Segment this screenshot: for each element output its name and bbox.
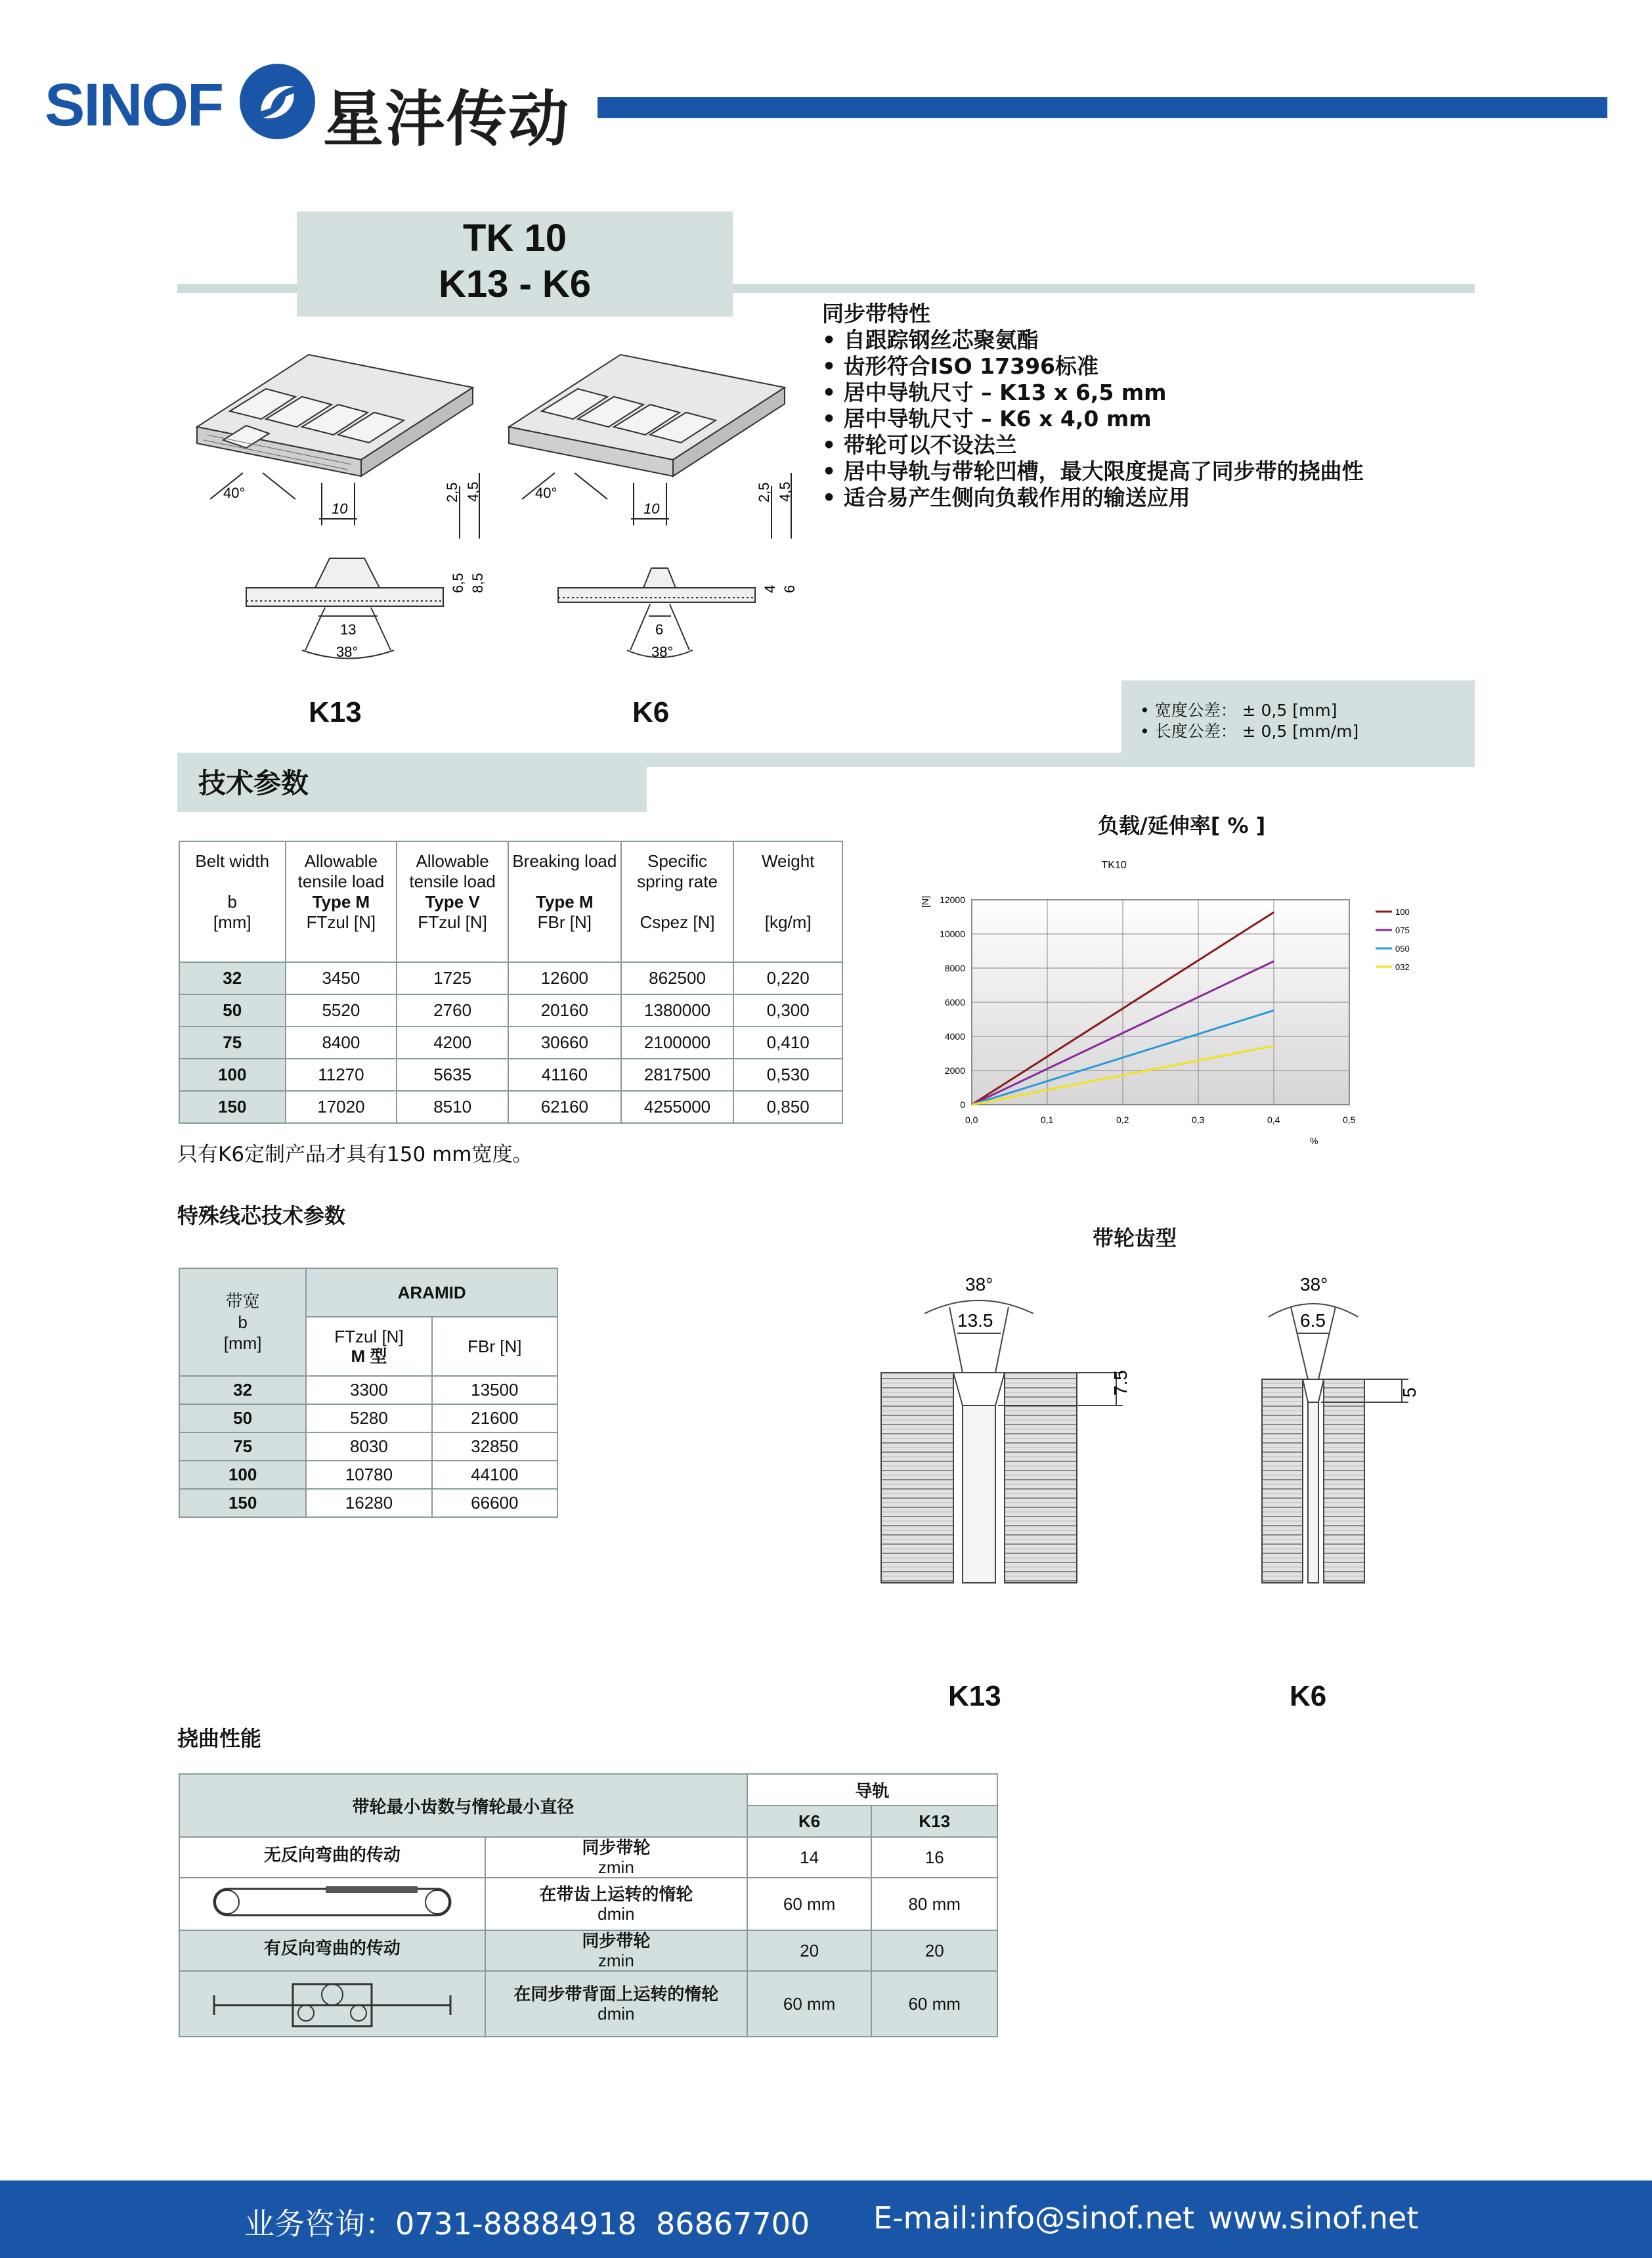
table-row: 100 10780 44100 [179, 1461, 557, 1489]
y-axis-label: [N] [920, 896, 930, 908]
k6-guide-angle: 38° [651, 644, 674, 660]
pulley-label-k13: K13 [948, 1680, 1001, 1712]
legend-label-100: 100 [1395, 907, 1410, 917]
k13-pitch: 10 [332, 500, 348, 517]
title-line-1: TK 10 [463, 217, 567, 259]
tolerance-length: • 长度公差： ± 0,5 [mm/m] [1140, 722, 1359, 741]
flex-row-sync-2: 同步带轮 zmin [485, 1930, 747, 1971]
footer-phone: 业务咨询：0731-88884918 86867700 [244, 2206, 810, 2242]
k6-angle-top: 40° [535, 485, 557, 501]
flex-table [179, 1773, 998, 2037]
tech-header-type-v: Allowable tensile load Type V FTzul [N] [397, 841, 508, 962]
feature-item: • 居中导轨尺寸 – K6 x 4,0 mm [822, 406, 1364, 432]
table-row: 50 5520 2760 20160 1380000 0,300 [179, 994, 842, 1027]
feature-item: • 适合易产生侧向负载作用的输送应用 [822, 485, 1364, 511]
pulley-heading: 带轮齿型 [1093, 1226, 1177, 1251]
feature-heading: 同步带特性 [822, 301, 930, 326]
flex-r1-k13: 16 [871, 1837, 997, 1878]
section-title: 技术参数 [198, 767, 309, 799]
flex-row-idler-tooth: 在带齿上运转的惰轮 dmin [485, 1878, 747, 1930]
feature-item: • 居中导轨尺寸 – K13 x 6,5 mm [822, 380, 1364, 406]
k6-h4: 6 [781, 585, 798, 593]
table-row: 75 8400 4200 30660 2100000 0,410 [179, 1027, 842, 1059]
brand-logo-icon [236, 60, 318, 143]
feature-item: • 带轮可以不设法兰 [822, 432, 1364, 458]
pulley-label-k6: K6 [1290, 1680, 1327, 1712]
special-title: 特殊线芯技术参数 [177, 1203, 346, 1228]
k13-guide-angle: 38° [336, 644, 359, 660]
profile-label-k6: K6 [632, 696, 670, 728]
k13-pulley-angle: 38° [965, 1274, 993, 1295]
tech-header-breaking: Breaking load Type M FBr [N] [508, 841, 621, 962]
flex-r3-k6: 20 [747, 1930, 872, 1971]
drive-no-reverse-icon [194, 1882, 470, 1922]
tech-header-width: Belt width b [mm] [179, 841, 286, 962]
flex-guide-header: 导轨 [747, 1774, 997, 1805]
pulley-profile-drawings [867, 1268, 1445, 1635]
brand-chinese: 星沣传动 [323, 84, 571, 154]
x-tick-label: 0,1 [1041, 1115, 1054, 1125]
drive-reverse-icon [194, 1972, 470, 2031]
table-row: 32 3300 13500 [179, 1376, 557, 1404]
tech-header-weight: Weight [kg/m] [733, 841, 842, 962]
k13-h1: 2,5 [444, 482, 460, 502]
brand-latin: SINOF [45, 72, 223, 139]
k6-belt-3d [509, 355, 785, 476]
flex-r1-k6: 14 [747, 1837, 872, 1878]
chart-heading: 负载/延伸率[ % ] [1098, 813, 1266, 838]
footer-email: E-mail:info@sinof.net [873, 2200, 1194, 2236]
y-tick-label: 10000 [940, 929, 965, 939]
y-tick-label: 2000 [944, 1065, 965, 1076]
title-line-2: K13 - K6 [438, 263, 592, 305]
y-tick-label: 8000 [944, 963, 965, 973]
flex-r2-k13: 80 mm [871, 1878, 997, 1930]
width-note: 只有K6定制产品才具有150 mm宽度。 [177, 1143, 533, 1166]
feature-item: • 居中导轨与带轮凹槽，最大限度提高了同步带的挠曲性 [822, 458, 1364, 485]
x-axis-label: % [1310, 1136, 1318, 1146]
table-row: 32 3450 1725 12600 862500 0,220 [179, 962, 842, 994]
k13-angle-top: 40° [223, 485, 246, 501]
aramid-header-width: 带宽 b [mm] [179, 1268, 306, 1376]
k13-h4: 8,5 [469, 573, 486, 593]
table-row: 50 5280 21600 [179, 1404, 557, 1432]
tech-header-spring: Specific spring rate Cspez [N] [621, 841, 734, 962]
k6-h1: 2,5 [756, 482, 772, 502]
tech-header-type-m: Allowable tensile load Type M FTzul [N] [286, 841, 397, 962]
legend-label-050: 050 [1395, 944, 1410, 954]
aramid-header-ftzul: FTzul [N] M 型 [306, 1317, 431, 1376]
flex-main-header: 带轮最小齿数与惰轮最小直径 [179, 1774, 747, 1837]
aramid-table [179, 1268, 558, 1518]
k6-pulley [1262, 1304, 1408, 1583]
flex-diagram-1 [179, 1878, 485, 1930]
tolerance-width: • 宽度公差： ± 0,5 [mm] [1140, 701, 1337, 720]
table-row: 150 16280 66600 [179, 1489, 557, 1517]
x-tick-label: 0,4 [1267, 1115, 1280, 1125]
k6-pulley-width: 6.5 [1300, 1310, 1326, 1331]
k6-pitch: 10 [643, 500, 660, 517]
k6-h3: 4 [762, 585, 778, 593]
k13-h3: 6,5 [450, 573, 466, 593]
k6-h2: 4,5 [777, 481, 793, 502]
flex-r3-k13: 20 [871, 1930, 997, 1971]
k6-pulley-angle: 38° [1300, 1274, 1328, 1295]
k13-pulley [881, 1300, 1123, 1583]
k13-pulley-depth: 7.5 [1110, 1370, 1131, 1396]
y-tick-label: 6000 [944, 997, 965, 1007]
flex-r2-k6: 60 mm [747, 1878, 872, 1930]
profile-label-k13: K13 [309, 696, 362, 728]
x-tick-label: 0,0 [965, 1115, 978, 1125]
aramid-group-header: ARAMID [306, 1268, 557, 1317]
title-box [297, 211, 733, 317]
feature-item: • 自跟踪钢丝芯聚氨酯 [822, 327, 1364, 353]
header-bar [598, 97, 1607, 118]
k13-h2: 4,5 [465, 481, 481, 502]
k13-guide-width: 13 [340, 621, 357, 638]
chart-title: TK10 [1101, 860, 1127, 871]
load-elongation-chart [906, 854, 1497, 1156]
feature-item: • 齿形符合ISO 17396标准 [822, 353, 1364, 380]
flex-r4-k13: 60 mm [871, 1971, 997, 2037]
footer-website[interactable]: www.sinof.net [1208, 2200, 1419, 2236]
x-tick-label: 0,3 [1192, 1115, 1205, 1125]
table-row: 75 8030 32850 [179, 1432, 557, 1461]
flex-group-2: 有反向弯曲的传动 [179, 1930, 485, 1971]
table-row: 100 11270 5635 41160 2817500 0,530 [179, 1059, 842, 1091]
flex-row-sync-1: 同步带轮 zmin [485, 1837, 747, 1878]
k13-belt-3d [197, 355, 473, 476]
feature-list [822, 301, 1364, 511]
k6-guide-width: 6 [655, 621, 664, 638]
aramid-header-fbr: FBr [N] [432, 1317, 557, 1376]
flex-col-k6: K6 [747, 1805, 872, 1837]
k6-pulley-depth: 5 [1399, 1387, 1420, 1398]
flex-title: 挠曲性能 [177, 1726, 262, 1751]
tech-table [179, 841, 843, 1124]
flex-col-k13: K13 [871, 1805, 997, 1837]
y-tick-label: 12000 [940, 895, 965, 905]
y-tick-label: 0 [960, 1099, 965, 1110]
flex-diagram-2 [179, 1971, 485, 2037]
k13-pulley-width: 13.5 [957, 1310, 993, 1331]
y-tick-label: 4000 [944, 1031, 965, 1042]
flex-r4-k6: 60 mm [747, 1971, 872, 2037]
belt-profile-drawings [184, 342, 814, 676]
x-tick-label: 0,2 [1116, 1115, 1129, 1125]
flex-row-idler-back: 在同步带背面上运转的惰轮 dmin [485, 1971, 747, 2037]
table-row: 150 17020 8510 62160 4255000 0,850 [179, 1091, 842, 1123]
legend-label-075: 075 [1395, 925, 1410, 935]
legend-label-032: 032 [1395, 962, 1410, 972]
x-tick-label: 0,5 [1343, 1115, 1356, 1125]
flex-group-1: 无反向弯曲的传动 [179, 1837, 485, 1878]
